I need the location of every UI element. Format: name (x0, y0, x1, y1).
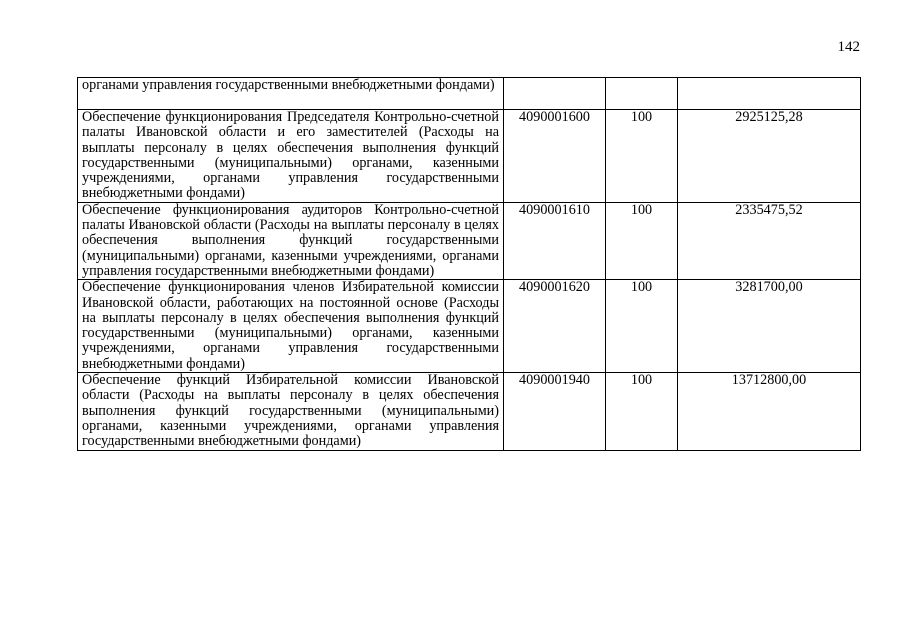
row-description: Обеспечение функционирования аудиторов Контрольно-счетной палаты Ивановской области (Расходы на выплаты персоналу в целях обеспечения выполнения функций государственными (муниципальными) органами, казенными учреждениями, органами управления государственными внебюджетными фондами) (78, 202, 504, 279)
page-number: 142 (837, 39, 860, 55)
row-target-code (504, 78, 606, 110)
row-amount: 3281700,00 (678, 280, 861, 373)
row-target-code: 4090001620 (504, 280, 606, 373)
row-description: Обеспечение функций Избирательной комиссии Ивановской области (Расходы на выплаты персоналу в целях обеспечения выполнения функций государственными (муниципальными) органами, казенными учреждениями, органами управления государственными внебюджетными фондами) (78, 373, 504, 450)
row-amount: 2335475,52 (678, 202, 861, 279)
row-description: органами управления государственными внебюджетными фондами) (78, 78, 504, 110)
budget-table (77, 77, 861, 451)
row-amount: 2925125,28 (678, 110, 861, 203)
row-expense-type: 100 (606, 280, 678, 373)
row-target-code: 4090001940 (504, 373, 606, 450)
table-row (78, 110, 861, 203)
row-expense-type: 100 (606, 373, 678, 450)
row-expense-type (606, 78, 678, 110)
table-row (78, 202, 861, 279)
row-amount: 13712800,00 (678, 373, 861, 450)
table-row (78, 373, 861, 450)
row-description: Обеспечение функционирования Председателя Контрольно-счетной палаты Ивановской области и его заместителей (Расходы на выплаты персоналу в целях обеспечения выполнения функций государственными (муниципальными) органами, казенными учреждениями, органами управления государственными внебюджетными фондами) (78, 110, 504, 203)
table-row (78, 280, 861, 373)
row-expense-type: 100 (606, 110, 678, 203)
row-description: Обеспечение функционирования членов Избирательной комиссии Ивановской области, работающих на постоянной основе (Расходы на выплаты персоналу в целях обеспечения выполнения функций государственными (муниципальными) органами, казенными учреждениями, органами управления государственными внебюджетными фондами) (78, 280, 504, 373)
row-target-code: 4090001600 (504, 110, 606, 203)
row-target-code: 4090001610 (504, 202, 606, 279)
row-amount (678, 78, 861, 110)
row-expense-type: 100 (606, 202, 678, 279)
table-row (78, 78, 861, 110)
